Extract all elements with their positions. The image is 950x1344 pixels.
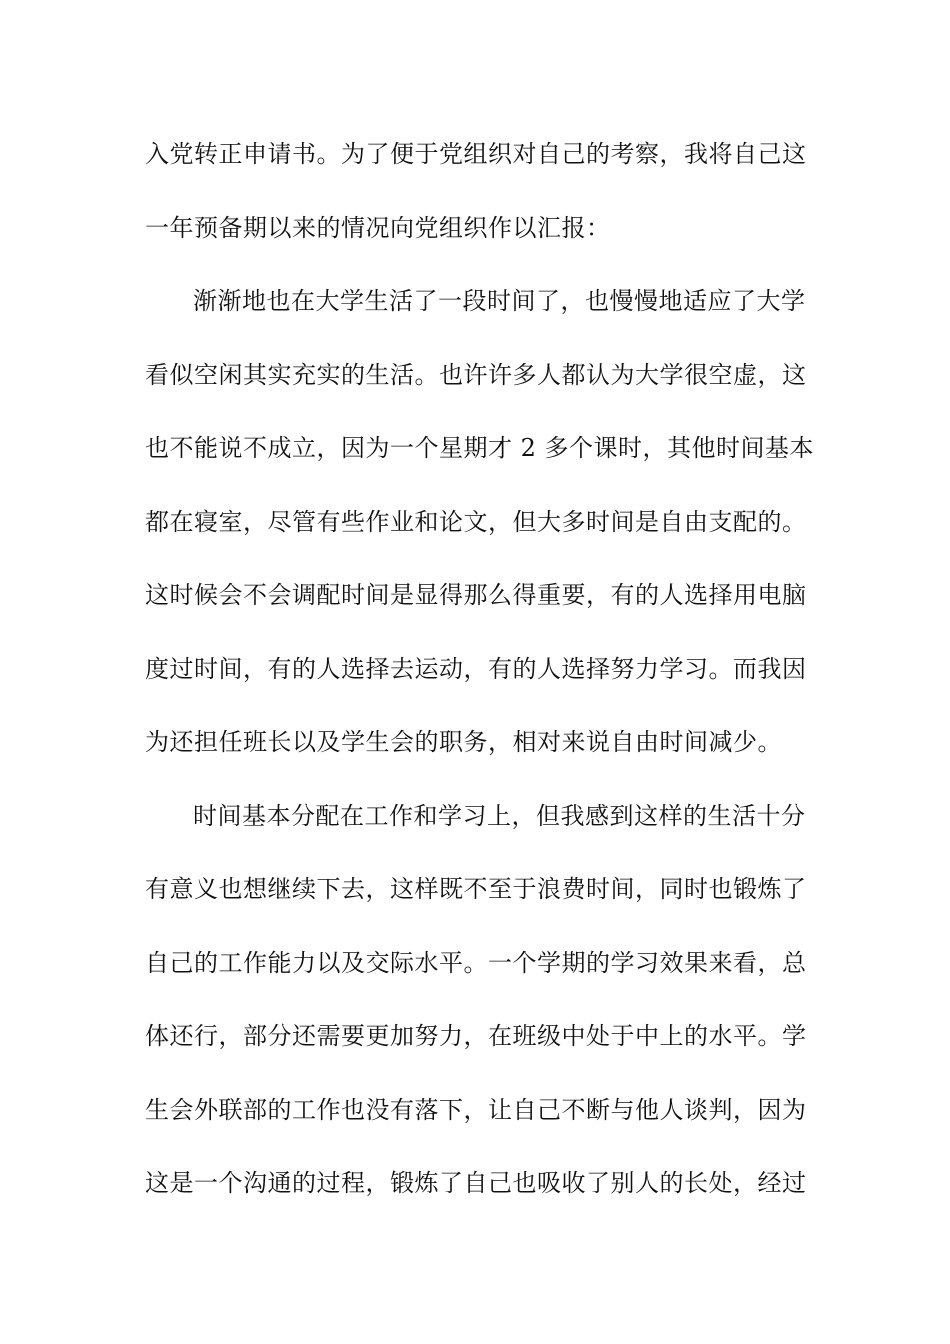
- text-line: 都在寝室，尽管有些作业和论文，但大多时间是自由支配的。: [145, 507, 807, 536]
- text-line: 为还担任班长以及学生会的职务，相对来说自由时间减少。: [145, 728, 782, 756]
- text-line: 生会外联部的工作也没有落下，让自己不断与他人谈判，因为: [145, 1095, 807, 1124]
- paragraph-first-line: 时间基本分配在工作和学习上，但我感到这样的生活十分: [193, 801, 806, 830]
- text-line: 入党转正申请书。为了便于党组织对自己的考察，我将自己这: [145, 140, 807, 168]
- paragraph-first-line: 渐渐地也在大学生活了一段时间了，也慢慢地适应了大学: [193, 287, 806, 315]
- text-line: 有意义也想继续下去，这样既不至于浪费时间，同时也锻炼了: [145, 875, 807, 903]
- body-text: [145, 130, 815, 1233]
- text-line: 一年预备期以来的情况向党组织作以汇报：: [145, 213, 611, 242]
- text-line: 这是一个沟通的过程，锻炼了自己也吸收了别人的长处，经过: [145, 1169, 807, 1197]
- text-line: 这时候会不会调配时间是显得那么得重要，有的人选择用电脑: [145, 581, 807, 609]
- text-line: 也不能说不成立，因为一个星期才 2 多个课时，其他时间基本: [145, 434, 815, 462]
- text-line: 自己的工作能力以及交际水平。一个学期的学习效果来看，总: [145, 948, 807, 977]
- text-line: 度过时间，有的人选择去运动，有的人选择努力学习。而我因: [145, 654, 807, 683]
- text-line: 体还行，部分还需要更加努力，在班级中处于中上的水平。学: [145, 1022, 807, 1050]
- text-line: 看似空闲其实充实的生活。也许许多人都认为大学很空虚，这: [145, 360, 807, 389]
